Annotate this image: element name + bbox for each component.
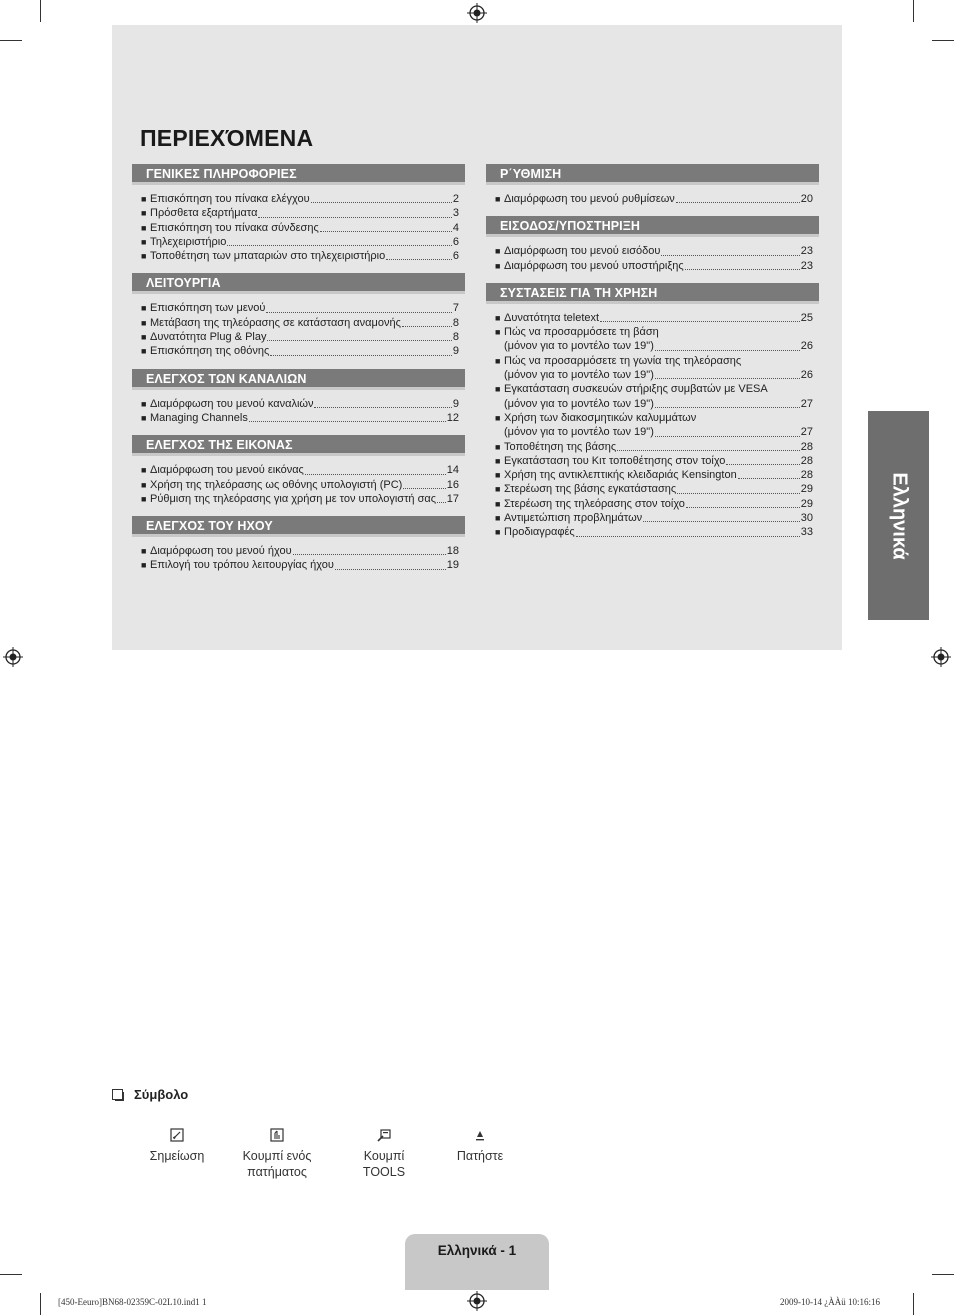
- toc-entry-text: Επισκόπηση του πίνακα σύνδεσης: [150, 221, 319, 234]
- toc-section-heading: ΕΛΕΓΧΟΣ ΤΟΥ ΗΧΟΥ: [132, 516, 465, 537]
- toc-entry[interactable]: [141, 558, 459, 572]
- toc-entry-list: [486, 311, 819, 540]
- toc-entry-subtext: (μόνον για το μοντέλο των 19"): [504, 397, 654, 410]
- toc-entry-text: Στερέωση της βάσης εγκατάστασης: [504, 483, 677, 496]
- toc-entry-list: [132, 397, 465, 426]
- dot-leader: [677, 493, 800, 494]
- toc-section-heading: ΕΛΕΓΧΟΣ ΤΩΝ ΚΑΝΑΛΙΩΝ: [132, 369, 465, 390]
- page-number: Ελληνικά - 1: [405, 1234, 549, 1290]
- crop-mark: [932, 40, 954, 41]
- bullet-square-icon: ■: [495, 455, 501, 466]
- toc-entry-page: 27: [800, 397, 813, 410]
- bullet-square-icon: ■: [141, 194, 147, 204]
- bullet-square-icon: ■: [141, 465, 147, 476]
- toc-entry[interactable]: [141, 330, 459, 344]
- bullet-square-icon: ■: [495, 484, 501, 495]
- registration-mark-icon: [3, 647, 23, 667]
- toc-section: [486, 283, 819, 540]
- toc-entry-text: Εγκατάσταση συσκευών στήριξης συμβατών με VESA: [504, 383, 768, 396]
- toc-section: [132, 273, 465, 358]
- dot-leader: [655, 350, 800, 351]
- toc-entry-text: Δυνατότητα teletext: [504, 311, 600, 324]
- toc-entry-page: 20: [800, 193, 813, 205]
- toc-entry-page: 3: [452, 207, 459, 220]
- symbols-heading: [112, 1087, 188, 1102]
- toc-entry[interactable]: [495, 511, 813, 525]
- toc-entry-text: Προδιαγραφές: [504, 526, 575, 539]
- toc-entry-continuation[interactable]: [495, 425, 813, 439]
- bullet-square-icon: ■: [141, 208, 147, 219]
- bullet-square-icon: ■: [495, 527, 501, 538]
- footer-timestamp: 2009-10-14 ¿ÀÀü 10:16:16: [780, 1297, 880, 1307]
- crop-mark: [40, 0, 41, 22]
- toc-entry-subtext: (μόνον για το μοντέλο των 19"): [504, 369, 654, 382]
- toc-section: [132, 369, 465, 426]
- toc-entry-page: 28: [800, 469, 813, 482]
- symbol-one-touch-label-1: Κουμπί ενός: [242, 1149, 312, 1163]
- toc-entry[interactable]: [495, 259, 813, 273]
- dot-leader: [685, 269, 800, 270]
- dot-leader: [437, 502, 446, 503]
- dot-leader: [600, 321, 800, 322]
- toc-entry[interactable]: [495, 192, 813, 206]
- toc-entry-text: Δυνατότητα Plug & Play: [150, 331, 267, 344]
- symbol-press: [430, 1128, 530, 1164]
- note-icon: [170, 1128, 184, 1142]
- toc-entry-text: Μετάβαση της τηλεόρασης σε κατάσταση αναμονής: [150, 316, 401, 329]
- toc-entry-page: 6: [452, 235, 459, 248]
- registration-mark-icon: [467, 1291, 487, 1311]
- page-title: ΠΕΡΙΕΧΌΜΕΝΑ: [140, 125, 314, 151]
- toc-entry[interactable]: [141, 397, 459, 411]
- toc-entry-continuation[interactable]: [495, 368, 813, 382]
- tools-button-icon: [377, 1128, 391, 1142]
- toc-entry[interactable]: [495, 468, 813, 482]
- dot-leader: [402, 326, 452, 327]
- toc-entry-page: 7: [452, 302, 459, 315]
- footer-file-info: [450-Eeuro]BN68-02359C-02L10.ind1 1: [58, 1297, 207, 1307]
- toc-right-column: [486, 164, 819, 550]
- toc-entry-page: 8: [452, 331, 459, 344]
- toc-entry-list: [486, 244, 819, 273]
- toc-entry[interactable]: [141, 206, 459, 220]
- toc-entry-page: 29: [800, 483, 813, 496]
- crop-mark: [913, 0, 914, 22]
- toc-section-heading: ΕΙΣΟΔΟΣ/ΥΠΟΣΤΗΡΙΞΗ: [486, 216, 819, 237]
- toc-entry-text: Επισκόπηση των μενού: [150, 302, 266, 315]
- dot-leader: [617, 450, 800, 451]
- toc-entry-text: Ρύθμιση της τηλεόρασης για χρήση με τον υπολογιστή σας: [150, 492, 437, 505]
- dot-leader: [643, 521, 800, 522]
- toc-entry[interactable]: [141, 544, 459, 558]
- bullet-square-icon: ■: [495, 327, 501, 338]
- toc-section-heading: ΕΛΕΓΧΟΣ ΤΗΣ ΕΙΚΟΝΑΣ: [132, 435, 465, 456]
- toc-entry-text: Χρήση της αντικλεπτικής κλειδαριάς Kensington: [504, 469, 737, 482]
- toc-entry[interactable]: [141, 249, 459, 263]
- bullet-square-icon: ■: [495, 355, 501, 366]
- bullet-square-icon: ■: [141, 412, 147, 423]
- toc-entry-page: 14: [446, 464, 459, 477]
- toc-section-heading: Ρ΄ΥΘΜΙΣΗ: [486, 164, 819, 185]
- toc-entry-text: Τοποθέτηση των μπαταριών στο τηλεχειριστήριο: [150, 250, 386, 263]
- toc-entry-text: Αντιμετώπιση προβλημάτων: [504, 512, 643, 525]
- crop-mark: [932, 1274, 954, 1275]
- toc-entry-page: 8: [452, 316, 459, 329]
- bullet-square-icon: ■: [141, 303, 147, 314]
- toc-entry-page: 18: [446, 545, 459, 558]
- toc-section-heading: ΛΕΙΤΟΥΡΓΙΑ: [132, 273, 465, 294]
- toc-entry-text: Επισκόπηση της οθόνης: [150, 345, 270, 358]
- dot-leader: [266, 312, 452, 313]
- bullet-square-icon: ■: [495, 412, 501, 423]
- toc-entry-text: Διαμόρφωση του μενού καναλιών: [150, 397, 314, 410]
- toc-entry[interactable]: [495, 311, 813, 325]
- dot-leader: [726, 464, 799, 465]
- toc-entry-text: Διαμόρφωση του μενού ήχου: [150, 545, 292, 558]
- toc-entry-text: Χρήση της τηλεόρασης ως οθόνης υπολογιστή (PC): [150, 478, 403, 491]
- dot-leader: [655, 436, 800, 437]
- symbol-one-touch-label-2: πατήματος: [247, 1165, 307, 1179]
- bullet-square-icon: ■: [141, 346, 147, 357]
- dot-leader: [293, 554, 446, 555]
- symbols-heading-text: Σύμβολο: [134, 1087, 189, 1102]
- dot-leader: [576, 536, 800, 537]
- dot-leader: [655, 378, 800, 379]
- toc-section: [486, 164, 819, 206]
- language-side-tab: [868, 411, 929, 620]
- press-icon: [473, 1128, 487, 1142]
- toc-entry[interactable]: [495, 354, 813, 368]
- symbol-note: [127, 1128, 227, 1164]
- dot-leader: [335, 569, 446, 570]
- toc-entry-text: Διαμόρφωση του μενού εισόδου: [504, 245, 661, 258]
- toc-section: [132, 516, 465, 573]
- toc-entry-page: 28: [800, 454, 813, 467]
- toc-entry[interactable]: [141, 411, 459, 425]
- toc-entry-page: 27: [800, 426, 813, 439]
- toc-entry[interactable]: [141, 316, 459, 330]
- toc-entry-text: Επισκόπηση του πίνακα ελέγχου: [150, 193, 310, 205]
- bullet-square-icon: ■: [495, 470, 501, 481]
- toc-entry[interactable]: [141, 301, 459, 315]
- toc-entry-page: 2: [452, 193, 459, 205]
- toc-entry-text: Τοποθέτηση της βάσης: [504, 440, 617, 453]
- registration-mark-icon: [931, 647, 951, 667]
- toc-entry[interactable]: [141, 235, 459, 249]
- bullet-square-icon: ■: [495, 260, 501, 271]
- toc-entry-text: Επιλογή του τρόπου λειτουργίας ήχου: [150, 559, 334, 572]
- symbol-tools: [334, 1128, 434, 1180]
- toc-entry-text: Πώς να προσαρμόσετε τη γωνία της τηλεόρασης: [504, 354, 742, 367]
- bullet-square-icon: ■: [141, 493, 147, 504]
- toc-left-column: [132, 164, 465, 583]
- toc-entry-list: [132, 544, 465, 573]
- dot-leader: [311, 202, 452, 203]
- toc-entry-page: 28: [800, 440, 813, 453]
- crop-mark: [40, 1293, 41, 1315]
- toc-entry-page: 23: [800, 259, 813, 272]
- dot-leader: [305, 474, 446, 475]
- toc-entry[interactable]: [141, 478, 459, 492]
- toc-section: [132, 435, 465, 506]
- toc-entry-list: [132, 192, 465, 263]
- toc-entry-text: Διαμόρφωση του μενού εικόνας: [150, 464, 304, 477]
- registration-mark-icon: [467, 3, 487, 23]
- toc-entry[interactable]: [495, 525, 813, 539]
- toc-section: [132, 164, 465, 263]
- toc-entry-page: 12: [446, 411, 459, 424]
- toc-entry-continuation[interactable]: [495, 397, 813, 411]
- bullet-square-icon: ■: [495, 246, 501, 257]
- language-side-tab-label: Ελληνικά: [888, 471, 910, 560]
- dot-leader: [676, 202, 800, 203]
- toc-entry[interactable]: [495, 325, 813, 339]
- bullet-square-icon: ■: [141, 398, 147, 409]
- toc-section-heading: ΓΕΝΙΚΕΣ ΠΛΗΡΟΦΟΡΙΕΣ: [132, 164, 465, 185]
- symbol-one-touch: [227, 1128, 327, 1180]
- toc-entry-subtext: (μόνον για το μοντέλο των 19"): [504, 340, 654, 353]
- crop-mark: [0, 40, 22, 41]
- toc-entry[interactable]: [495, 454, 813, 468]
- toc-entry-page: 30: [800, 512, 813, 525]
- crop-mark: [913, 1293, 914, 1315]
- toc-entry-page: 25: [800, 311, 813, 324]
- toc-entry[interactable]: [141, 492, 459, 506]
- toc-entry[interactable]: [495, 411, 813, 425]
- toc-entry[interactable]: [141, 221, 459, 235]
- toc-entry-list: [132, 301, 465, 358]
- dot-leader: [267, 340, 451, 341]
- dot-leader: [661, 255, 799, 256]
- bullet-square-icon: ■: [495, 384, 501, 395]
- bullet-square-icon: ■: [141, 236, 147, 247]
- toc-entry-text: Διαμόρφωση του μενού ρυθμίσεων: [504, 193, 675, 205]
- dot-leader: [655, 407, 800, 408]
- bullet-square-icon: ■: [141, 222, 147, 233]
- toc-entry-page: 9: [452, 397, 459, 410]
- toc-entry-page: 26: [800, 340, 813, 353]
- toc-entry-list: [132, 463, 465, 506]
- bullet-square-icon: ■: [141, 560, 147, 571]
- toc-entry-text: Στερέωση της τηλεόρασης στον τοίχο: [504, 497, 685, 510]
- dot-leader: [686, 507, 800, 508]
- symbol-note-label: Σημείωση: [149, 1149, 205, 1163]
- dot-leader: [403, 488, 445, 489]
- toc-entry[interactable]: [495, 382, 813, 396]
- toc-entry[interactable]: [141, 463, 459, 477]
- bullet-square-icon: ■: [495, 513, 501, 524]
- toc-entry-page: 23: [800, 245, 813, 258]
- dot-leader: [386, 259, 452, 260]
- toc-entry-text: Managing Channels: [150, 411, 248, 424]
- toc-entry[interactable]: [495, 244, 813, 258]
- toc-entry-continuation[interactable]: [495, 339, 813, 353]
- dot-leader: [270, 355, 452, 356]
- toc-section: [486, 216, 819, 273]
- toc-entry-page: 9: [452, 345, 459, 358]
- toc-entry[interactable]: [495, 440, 813, 454]
- dot-leader: [320, 231, 452, 232]
- dot-leader: [258, 217, 451, 218]
- bullet-square-icon: ■: [141, 546, 147, 557]
- toc-entry[interactable]: [141, 192, 459, 206]
- toc-entry-text: Εγκατάσταση του Κιτ τοποθέτησης στον τοίχο: [504, 454, 726, 467]
- bullet-square-icon: ■: [495, 312, 501, 323]
- toc-entry-page: 16: [446, 478, 459, 491]
- dot-leader: [738, 478, 800, 479]
- bullet-square-icon: ■: [495, 441, 501, 452]
- toc-entry[interactable]: [495, 482, 813, 496]
- bullet-square-icon: ■: [141, 479, 147, 490]
- bullet-square-icon: ■: [141, 317, 147, 328]
- bullet-square-icon: ■: [141, 251, 147, 262]
- toc-entry-list: [486, 192, 819, 206]
- symbol-tools-label-1: Κουμπί: [363, 1149, 405, 1163]
- toc-entry-text: Τηλεχειριστήριο: [150, 235, 227, 248]
- toc-entry-page: 6: [452, 250, 459, 263]
- toc-section-heading: ΣΥΣΤΑΣΕΙΣ ΓΙΑ ΤΗ ΧΡΗΣΗ: [486, 283, 819, 304]
- crop-mark: [0, 1274, 22, 1275]
- one-touch-button-icon: [270, 1128, 284, 1142]
- bullet-square-icon: ■: [495, 498, 501, 509]
- toc-entry[interactable]: [495, 497, 813, 511]
- symbol-tools-label-2: TOOLS: [362, 1165, 406, 1179]
- toc-entry-text: Πώς να προσαρμόσετε τη βάση: [504, 326, 659, 339]
- toc-entry-page: 29: [800, 497, 813, 510]
- dot-leader: [314, 407, 451, 408]
- toc-entry-page: 33: [800, 526, 813, 539]
- checkbox-icon: [112, 1089, 123, 1100]
- toc-entry-text: Διαμόρφωση του μενού υποστήριξης: [504, 259, 684, 272]
- toc-entry-subtext: (μόνον για το μοντέλο των 19"): [504, 426, 654, 439]
- toc-entry[interactable]: [141, 344, 459, 358]
- toc-entry-page: 4: [452, 221, 459, 234]
- toc-entry-page: 17: [446, 492, 459, 505]
- toc-entry-page: 26: [800, 369, 813, 382]
- bullet-square-icon: ■: [495, 194, 501, 204]
- toc-entry-page: 19: [446, 559, 459, 572]
- symbol-press-label: Πατήστε: [456, 1149, 504, 1163]
- dot-leader: [227, 245, 452, 246]
- toc-entry-text: Πρόσθετα εξαρτήματα: [150, 207, 258, 220]
- dot-leader: [249, 421, 446, 422]
- toc-entry-text: Χρήση των διακοσμητικών καλυμμάτων: [504, 411, 697, 424]
- bullet-square-icon: ■: [141, 332, 147, 343]
